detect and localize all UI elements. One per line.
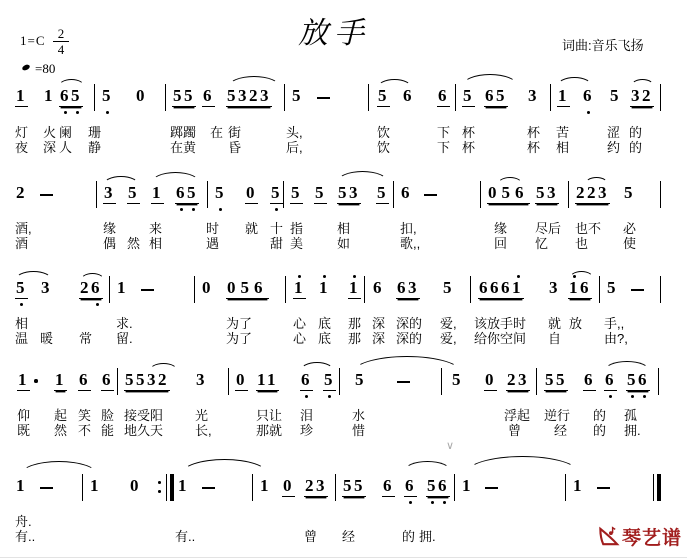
lyric-syllable: 常 — [79, 331, 93, 346]
lyric-syllable: 的 — [629, 140, 643, 155]
lyric-syllable: 约 — [607, 140, 621, 155]
barline — [339, 368, 340, 395]
lyric-syllable: 由?, — [604, 331, 628, 346]
lyric-syllable: 脸 — [101, 408, 115, 423]
note-token: 5 — [324, 370, 335, 389]
slur-arc — [80, 273, 105, 289]
lyric-syllable: 既 — [17, 423, 31, 438]
note-token: 1 — [573, 476, 584, 495]
note-token: 16 — [569, 278, 591, 297]
lyric-syllable: 曾 — [508, 423, 522, 438]
octave-down-dot — [643, 395, 646, 398]
slur-arc — [181, 459, 268, 489]
breath-mark: ∨ — [446, 440, 455, 452]
note-token: 1 — [16, 476, 27, 495]
repeat-dot — [158, 490, 161, 493]
note-token: 6 — [584, 370, 595, 389]
lyric-syllable: 爱, — [440, 331, 457, 346]
lyric-syllable: 惜 — [352, 423, 366, 438]
note-token: 6 — [373, 278, 384, 297]
note-token: 5 — [610, 86, 621, 105]
note-token: 1 — [462, 476, 473, 495]
lyric-syllable: 心 — [293, 331, 307, 346]
lyric-syllable: 扣, — [400, 221, 417, 236]
lyric-syllable: 有.. — [175, 529, 196, 544]
lyric-syllable: 歌,, — [400, 236, 421, 251]
lyric-syllable: 美 — [290, 236, 304, 251]
note-token: 5 — [128, 183, 139, 202]
lyric-syllable: 如 — [337, 236, 351, 251]
note-token: 5 — [291, 183, 302, 202]
octave-down-dot — [275, 208, 278, 211]
note-token: 1 — [117, 278, 128, 297]
note-token: 6 — [605, 370, 616, 389]
lyric-syllable: 饮 — [377, 125, 391, 140]
augmentation-dot — [34, 379, 38, 383]
lyric-syllable: 相 — [556, 140, 570, 155]
lyric-syllable: 逆行 — [544, 408, 571, 423]
final-barline-thin — [653, 474, 654, 501]
lyric-syllable: 踯躅 — [170, 125, 197, 140]
lyric-syllable: 时 — [206, 221, 220, 236]
note-token: 6661 — [479, 278, 523, 297]
note-token: 6 — [403, 86, 414, 105]
lyric-syllable: 杯 — [462, 140, 476, 155]
lyric-syllable: 来 — [149, 221, 163, 236]
note-token: 1 — [349, 278, 360, 297]
lyric-syllable: 忆 — [535, 236, 549, 251]
note-token: 3 — [41, 278, 52, 297]
note-token: 3 — [196, 370, 207, 389]
duration-dash — [141, 289, 154, 291]
lyric-syllable: 遇 — [206, 236, 220, 251]
lyric-syllable: 下 — [437, 140, 451, 155]
lyric-syllable: 下 — [437, 125, 451, 140]
octave-down-dot — [96, 303, 99, 306]
song-title: 放手 — [298, 17, 370, 50]
note-token: 23 — [507, 370, 529, 389]
note-token: 1 — [294, 278, 305, 297]
lyric-syllable: 水 — [352, 408, 366, 423]
slur-arc — [466, 456, 579, 490]
slur-arc — [585, 177, 608, 191]
note-token: 6 — [79, 370, 90, 389]
note-token: 5 — [452, 370, 463, 389]
slur-arc — [604, 361, 650, 381]
barline — [364, 276, 365, 303]
note-token: 65 — [485, 86, 507, 105]
note-token: 6 — [405, 476, 416, 495]
lyric-syllable: 长, — [195, 423, 212, 438]
lyric-syllable: 求. — [116, 316, 133, 331]
note-token: 1 — [55, 370, 66, 389]
lyric-syllable: 有.. — [15, 529, 36, 544]
slur-arc — [352, 356, 462, 390]
logo-swoosh-icon — [597, 525, 620, 548]
lyric-syllable: 就 — [245, 221, 259, 236]
lyric-syllable: 接受阳 — [124, 408, 164, 423]
lyric-syllable: 浮起 — [504, 408, 531, 423]
note-token: 6 — [383, 476, 394, 495]
lyric-syllable: 酒, — [15, 221, 32, 236]
note-token: 5 — [355, 370, 366, 389]
lyric-syllable: 那 — [348, 316, 362, 331]
lyric-syllable: 手,, — [604, 316, 625, 331]
lyric-syllable: 甜 — [270, 236, 284, 251]
duration-dash — [424, 194, 437, 196]
lyric-syllable: 那 — [348, 331, 362, 346]
barline — [94, 84, 95, 111]
lyric-syllable: 相 — [337, 221, 351, 236]
note-token: 11 — [257, 370, 279, 389]
lyric-syllable: 使 — [623, 236, 637, 251]
lyric-syllable: 底 — [318, 331, 332, 346]
barline — [480, 181, 481, 208]
note-token: 3 — [528, 86, 539, 105]
lyric-syllable: 经 — [554, 423, 568, 438]
lyric-syllable: 的 — [402, 529, 416, 544]
note-token: 5 — [16, 278, 27, 297]
barline — [109, 276, 110, 303]
lyric-syllable: 阑 — [59, 125, 73, 140]
note-token: 1 — [44, 86, 55, 105]
lyric-syllable: 苦 — [556, 125, 570, 140]
time-signature-numerator: 2 — [57, 26, 65, 41]
duration-dash — [597, 487, 610, 489]
lyric-syllable: 的 — [593, 423, 607, 438]
composer-credit: 词曲:音乐飞扬 — [562, 38, 644, 53]
lyric-syllable: 夜 — [15, 140, 29, 155]
lyric-syllable: 静 — [88, 140, 102, 155]
note-token: 1 — [90, 476, 101, 495]
lyric-syllable: 舟. — [15, 514, 32, 529]
lyric-syllable: 拥. — [624, 423, 641, 438]
lyric-syllable: 杯 — [527, 140, 541, 155]
lyric-syllable: 相 — [15, 316, 29, 331]
barline — [96, 181, 97, 208]
lyric-syllable: 深 — [43, 140, 57, 155]
note-token: 5 — [315, 183, 326, 202]
note-token: 1 — [18, 370, 29, 389]
slur-arc — [15, 271, 52, 289]
barline — [550, 84, 551, 111]
lyric-syllable: 街 — [228, 125, 242, 140]
octave-up-dot — [353, 275, 356, 278]
lyric-syllable: 在黄 — [170, 140, 197, 155]
barline — [335, 474, 336, 501]
barline — [599, 276, 600, 303]
lyric-syllable: 只让 — [256, 408, 283, 423]
octave-down-dot — [305, 395, 308, 398]
octave-down-dot — [192, 208, 195, 211]
note-token: 1 — [152, 183, 163, 202]
lyric-syllable: 偶 — [103, 236, 117, 251]
lyric-syllable: 深的 — [396, 331, 423, 346]
note-token: 1 — [178, 476, 189, 495]
slur-arc — [300, 362, 334, 380]
lyric-syllable: 然 — [127, 236, 141, 251]
time-signature-denominator: 4 — [57, 42, 65, 57]
lyric-syllable: 给你空间 — [474, 331, 527, 346]
note-token: 1 — [16, 86, 27, 105]
lyric-syllable: 爱, — [440, 316, 457, 331]
note-token: 55 — [545, 370, 567, 389]
note-token: 6 — [301, 370, 312, 389]
lyric-syllable: 人 — [59, 140, 73, 155]
note-token: 5 — [443, 278, 454, 297]
lyric-syllable: 拥. — [419, 529, 436, 544]
duration-dash — [631, 289, 644, 291]
octave-down-dot — [431, 501, 434, 504]
barline — [228, 368, 229, 395]
barline — [660, 84, 661, 111]
note-token: 6 — [438, 86, 449, 105]
tempo-marking: =80 — [35, 61, 56, 76]
logo-text: 琴艺谱 — [622, 528, 683, 549]
barline — [660, 276, 661, 303]
lyric-syllable: 也不 — [575, 221, 602, 236]
lyric-syllable: 在 — [210, 125, 224, 140]
lyric-syllable: 深 — [372, 316, 386, 331]
lyric-syllable: 酒 — [15, 236, 29, 251]
final-barline-thick — [657, 474, 661, 501]
repeat-barline-thin — [166, 474, 167, 501]
lyric-syllable: 孤 — [624, 408, 638, 423]
lyric-syllable: 指 — [290, 221, 304, 236]
tempo-note-icon — [21, 64, 30, 72]
lyric-syllable: 放 — [569, 316, 583, 331]
note-token: 6 — [102, 370, 113, 389]
lyric-syllable: 缘 — [103, 221, 117, 236]
note-token: 63 — [397, 278, 419, 297]
note-token: 0 — [485, 370, 496, 389]
barline — [165, 84, 166, 111]
lyric-syllable: 灯 — [15, 125, 29, 140]
lyric-syllable: 为了 — [226, 331, 253, 346]
slur-arc — [377, 79, 412, 97]
octave-down-dot — [180, 208, 183, 211]
note-token: 0 — [130, 476, 141, 495]
lyric-syllable: 杯 — [527, 125, 541, 140]
note-token: 3 — [549, 278, 560, 297]
note-token: 26 — [80, 278, 102, 297]
note-token: 5 — [378, 86, 389, 105]
barline — [285, 276, 286, 303]
barline — [194, 276, 195, 303]
lyric-syllable: 经 — [342, 529, 356, 544]
lyric-syllable: 必 — [623, 221, 637, 236]
repeat-dot — [158, 481, 161, 484]
slur-arc — [149, 363, 178, 379]
note-token: 6 — [203, 86, 214, 105]
lyric-syllable: 的 — [629, 125, 643, 140]
note-token: 0 — [202, 278, 213, 297]
note-token: 5 — [377, 183, 388, 202]
note-token: 2 — [16, 183, 27, 202]
barline — [368, 84, 369, 111]
barline — [117, 368, 118, 395]
key-signature: 1=C — [20, 33, 46, 48]
note-token: 53 — [338, 183, 360, 202]
barline — [393, 181, 394, 208]
lyric-syllable: 起 — [54, 408, 68, 423]
lyric-syllable: 火 — [43, 125, 57, 140]
slur-arc — [631, 79, 654, 93]
lyric-syllable: 然 — [54, 423, 68, 438]
note-token: 5 — [292, 86, 303, 105]
note-token: 5 — [463, 86, 474, 105]
lyric-syllable: 光 — [195, 408, 209, 423]
note-token: 56 — [427, 476, 449, 495]
barline — [207, 181, 208, 208]
slur-arc — [151, 172, 200, 194]
note-token: 056 — [227, 278, 268, 297]
lyric-syllable: 曾 — [304, 529, 318, 544]
lyric-syllable: 昏 — [228, 140, 242, 155]
slur-arc — [557, 77, 592, 95]
octave-down-dot — [20, 303, 23, 306]
lyric-syllable: 深的 — [396, 316, 423, 331]
note-token: 23 — [305, 476, 327, 495]
note-token: 56 — [627, 370, 649, 389]
time-signature — [53, 27, 69, 56]
note-token: 55 — [173, 86, 195, 105]
lyric-syllable: 头, — [286, 125, 303, 140]
lyric-syllable: 心 — [293, 316, 307, 331]
barline — [283, 181, 284, 208]
note-token: 1 — [319, 278, 330, 297]
note-token: 6 — [583, 86, 594, 105]
barline — [455, 84, 456, 111]
octave-down-dot — [76, 111, 79, 114]
note-token: 65 — [176, 183, 198, 202]
note-token: 65 — [60, 86, 82, 105]
lyric-syllable: 珊 — [88, 125, 102, 140]
duration-dash — [317, 97, 330, 99]
octave-down-dot — [219, 208, 222, 211]
barline — [284, 84, 285, 111]
lyric-syllable: 不 — [78, 423, 92, 438]
lyric-syllable: 仰 — [17, 408, 31, 423]
note-token: 1 — [260, 476, 271, 495]
note-token: 0 — [136, 86, 147, 105]
note-token: 5 — [607, 278, 618, 297]
octave-down-dot — [609, 395, 612, 398]
lyric-syllable: 饮 — [377, 140, 391, 155]
octave-up-dot — [323, 275, 326, 278]
lyric-syllable: 缘 — [494, 221, 508, 236]
note-token: 55 — [343, 476, 365, 495]
lyric-syllable: 地久天 — [124, 423, 164, 438]
barline — [536, 368, 537, 395]
lyric-syllable: 该放手时 — [474, 316, 527, 331]
note-token: 5 — [102, 86, 113, 105]
lyric-syllable: 后, — [286, 140, 303, 155]
slur-arc — [103, 176, 139, 194]
bottom-divider — [0, 557, 687, 558]
slur-arc — [462, 74, 518, 98]
note-token: 1 — [558, 86, 569, 105]
barline — [660, 181, 661, 208]
lyric-syllable: 底 — [318, 316, 332, 331]
slur-arc — [228, 76, 280, 98]
lyric-syllable: 留. — [116, 331, 133, 346]
octave-down-dot — [443, 501, 446, 504]
barline — [470, 276, 471, 303]
octave-down-dot — [328, 395, 331, 398]
note-token: 6 — [401, 183, 412, 202]
slur-arc — [20, 461, 98, 489]
lyric-syllable: 回 — [494, 236, 508, 251]
note-token: 5532 — [125, 370, 169, 389]
lyric-syllable: 泪 — [300, 408, 314, 423]
lyric-syllable: 杯 — [462, 125, 476, 140]
note-token: 056 — [488, 183, 529, 202]
lyric-syllable: 也 — [575, 236, 589, 251]
octave-down-dot — [587, 111, 590, 114]
slur-arc — [404, 461, 451, 481]
lyric-syllable: 笑 — [78, 408, 92, 423]
note-token: 0 — [236, 370, 247, 389]
lyric-syllable: 为了 — [226, 316, 253, 331]
lyric-syllable: 温 — [15, 331, 29, 346]
note-token: 32 — [631, 86, 653, 105]
repeat-barline-thick — [170, 474, 174, 501]
note-token: 5 — [215, 183, 226, 202]
lyric-syllable: 自 — [548, 331, 562, 346]
barline — [454, 474, 455, 501]
note-token: 3 — [104, 183, 115, 202]
octave-down-dot — [106, 111, 109, 114]
note-token: 5 — [271, 183, 282, 202]
octave-down-dot — [409, 501, 412, 504]
note-token: 223 — [576, 183, 609, 202]
octave-up-dot — [517, 275, 520, 278]
slur-arc — [337, 171, 388, 193]
lyric-syllable: 深 — [372, 331, 386, 346]
lyric-syllable: 就 — [548, 316, 562, 331]
octave-down-dot — [631, 395, 634, 398]
slur-arc — [569, 271, 594, 287]
note-token: 5323 — [227, 86, 271, 105]
note-token: 0 — [246, 183, 257, 202]
octave-down-dot — [64, 111, 67, 114]
lyric-syllable: 相 — [149, 236, 163, 251]
lyric-syllable: 十 — [270, 221, 284, 236]
lyric-syllable: 那就 — [256, 423, 283, 438]
duration-dash — [40, 194, 53, 196]
lyric-syllable: 珍 — [300, 423, 314, 438]
barline — [658, 368, 659, 395]
note-token: 5 — [624, 183, 635, 202]
note-token: 53 — [536, 183, 558, 202]
lyric-syllable: 尽后 — [535, 221, 562, 236]
slur-arc — [497, 177, 523, 193]
barline — [568, 181, 569, 208]
lyric-syllable: 能 — [101, 423, 115, 438]
note-token: 0 — [283, 476, 294, 495]
lyric-syllable: 涩 — [607, 125, 621, 140]
lyric-syllable: 暖 — [40, 331, 54, 346]
site-logo — [597, 523, 682, 550]
octave-up-dot — [298, 275, 301, 278]
slur-arc — [58, 79, 85, 95]
lyric-syllable: 的 — [593, 408, 607, 423]
